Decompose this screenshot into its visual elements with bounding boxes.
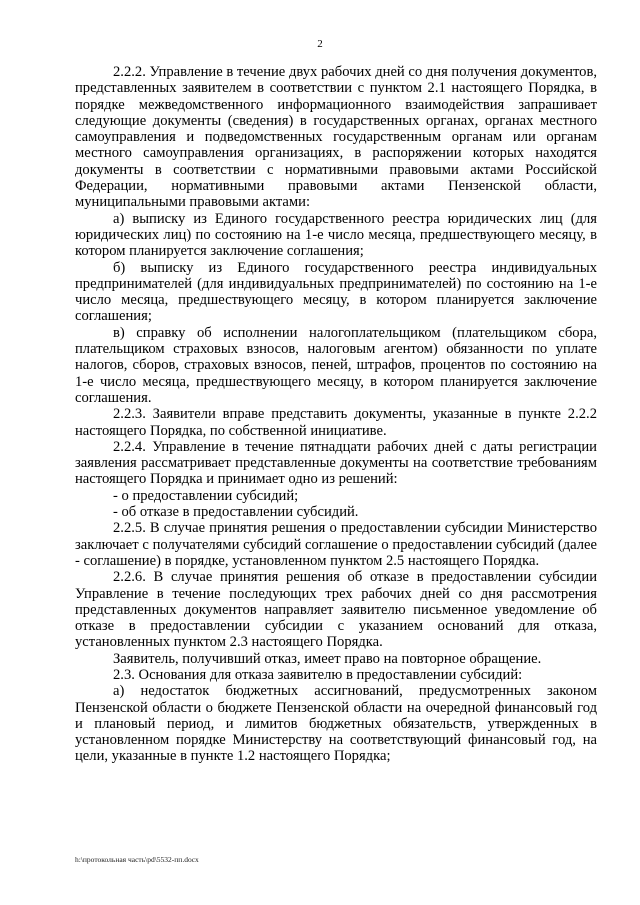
paragraph-item-v-tax-certificate: в) справку об исполнении налогоплательщиком (плательщиком сбора, плательщиком страховых взносов, налоговым агентом) обязанности по уплате налогов, сборов, страховых взносов, пеней, штрафов, процентов по состоянию на 1-е число месяца, предшествующего месяцу, в котором планируется заключение соглашения. <box>75 324 597 406</box>
paragraph-2-2-5: 2.2.5. В случае принятия решения о предоставлении субсидии Министерство заключает с получателями субсидий соглашение о предоставлении субсидий (далее - соглашение) в порядке, установленном пунктом 2.5 настоящего Порядка. <box>75 520 597 569</box>
page-number: 2 <box>317 38 323 50</box>
paragraph-2-3-item-a: а) недостаток бюджетных ассигнований, предусмотренных законом Пензенской области о бюджете Пензенской области на очередной финансовый год и плановый период, и лимитов бюджетных обязательств, утвержденных в установленном порядке Министерству на соответствующий финансовый год, на цели, указанные в пункте 1.2 настоящего Порядка; <box>75 683 597 765</box>
paragraph-2-2-3: 2.2.3. Заявители вправе представить документы, указанные в пункте 2.2.2 настоящего Порядка, по собственной инициативе. <box>75 406 597 439</box>
decision-option-grant: - о предоставлении субсидий; <box>113 487 299 504</box>
paragraph-2-2-6: 2.2.6. В случае принятия решения об отказе в предоставлении субсидии Управление в течение последующих трех рабочих дней со дня рассмотрения представленных документов направляет заявителю письменное уведомление об отказе в предоставлении субсидии с указанием оснований для отказа, установленных пунктом 2.3 настоящего Порядка. <box>75 569 597 651</box>
paragraph-item-b-entrepreneurs: б) выписку из Единого государственного реестра индивидуальных предпринимателей (для индивидуальных предпринимателей) по состоянию на 1-е число месяца, предшествующего месяцу, в котором планируется заключение соглашения; <box>75 259 597 325</box>
paragraph-reapply-right: Заявитель, получивший отказ, имеет право на повторное обращение. <box>113 650 542 667</box>
decision-option-refusal: - об отказе в предоставлении субсидий. <box>113 504 359 521</box>
paragraph-item-a-legal-entities: а) выписку из Единого государственного реестра юридических лиц (для юридических лиц) по состоянию на 1-е число месяца, предшествующего месяцу, в котором планируется заключение соглашения; <box>75 210 597 260</box>
document-body <box>75 64 597 765</box>
paragraph-2-3: 2.3. Основания для отказа заявителю в предоставлении субсидий: <box>113 666 523 683</box>
paragraph-2-2-4: 2.2.4. Управление в течение пятнадцати рабочих дней с даты регистрации заявления рассматривает представленные документы на соответствие требованиям настоящего Порядка и принимает одно из решений: <box>75 438 597 488</box>
footer-file-path: h:\протокольная часть\pd\5532-пп.docx <box>75 855 199 864</box>
paragraph-2-2-2: 2.2.2. Управление в течение двух рабочих дней со дня получения документов, представленных заявителем в соответствии с пунктом 2.1 настоящего Порядка, в порядке межведомственного информационного взаимодействия запрашивает следующие документы (сведения) в государственных органах, органах местного самоуправления и подведомственных государственным органам или органам местного самоуправления организациях, в распоряжении которых находятся документы в соответствии с нормативными правовыми актами Российской Федерации, нормативными правовыми актами Пензенской области, муниципальными правовыми актами: <box>75 64 597 211</box>
